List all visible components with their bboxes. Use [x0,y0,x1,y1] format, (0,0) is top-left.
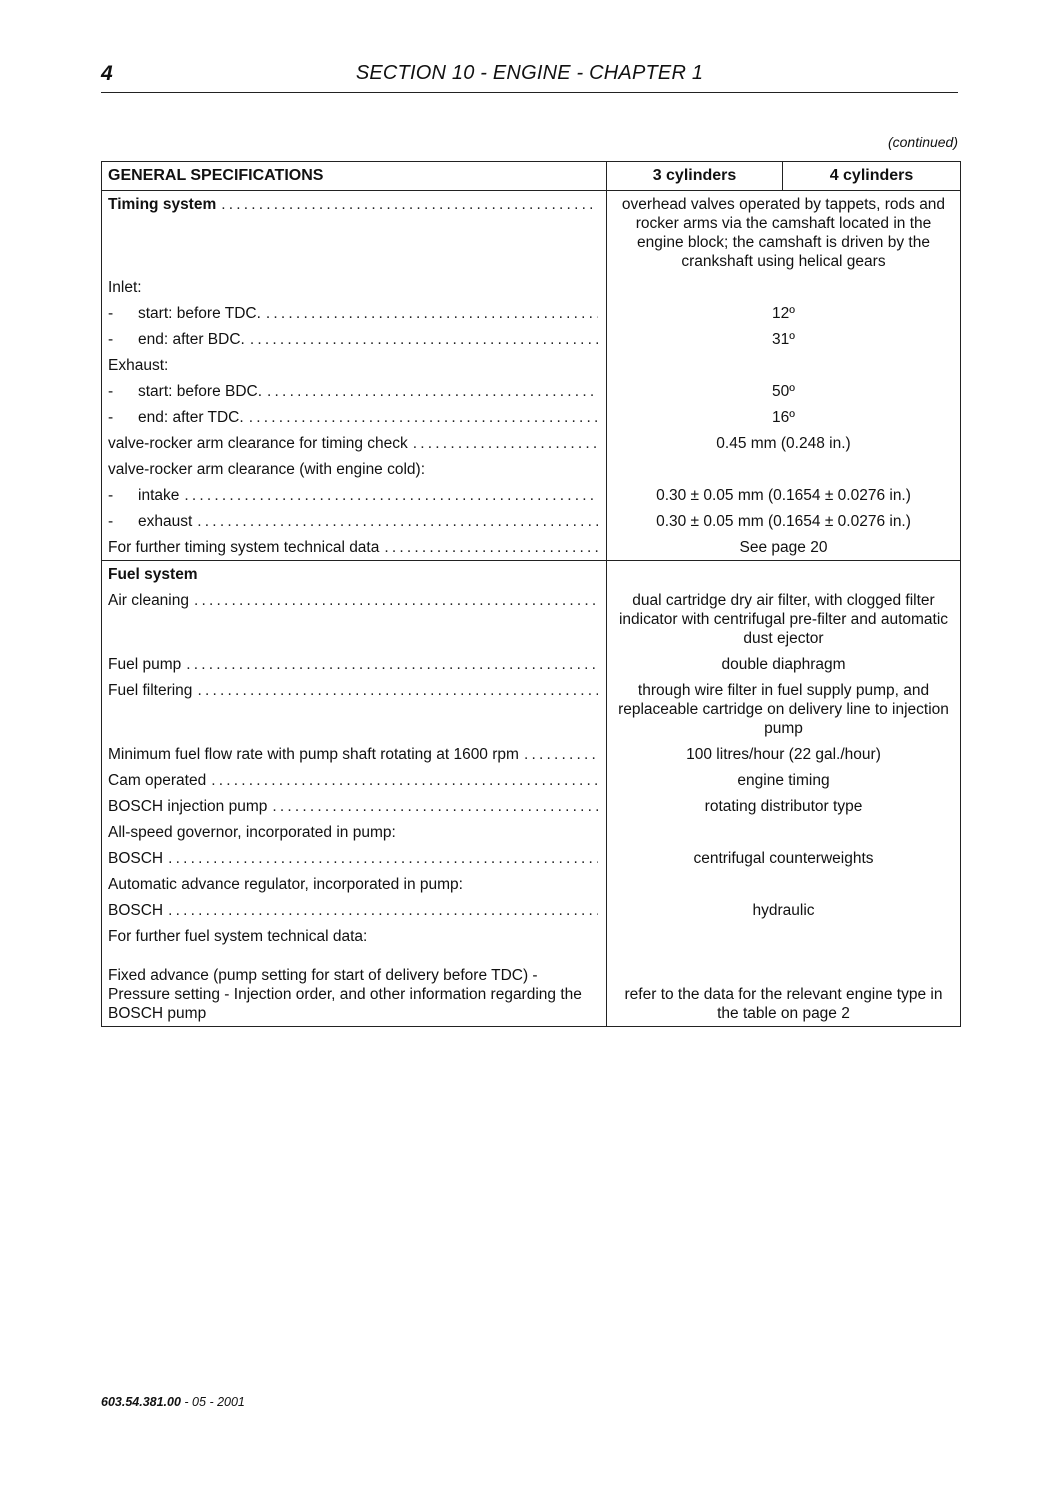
fuel-system-title: Fuel system [108,566,198,583]
leader-dots [249,408,598,427]
table-row [102,651,961,677]
fuel-flow-label: Minimum fuel flow rate with pump shaft rotating at 1600 rpm [108,746,519,763]
leader-dots [197,681,598,700]
leader-dots [413,434,598,453]
table-row [102,561,961,588]
clearance-check-label: valve-rocker arm clearance for timing check [108,435,408,452]
governor-label: All-speed governor, incorporated in pump: [108,824,396,841]
fuel-pump-value: double diaphragm [607,651,961,677]
cam-operated-value: engine timing [607,767,961,793]
header-3-cylinders: 3 cylinders [607,162,783,191]
exhaust-clearance-label: exhaust [138,513,193,530]
leader-dots [524,745,598,764]
table-row [102,677,961,741]
header-4-cylinders: 4 cylinders [783,162,961,191]
document-code: 603.54.381.00 [101,1395,181,1409]
fuel-filtering-label: Fuel filtering [108,682,193,699]
exhaust-start-value: 50º [607,378,961,404]
exhaust-clearance-value: 0.30 ± 0.05 mm (0.1654 ± 0.0276 in.) [607,508,961,534]
header-general-specifications: GENERAL SPECIFICATIONS [102,162,607,191]
table-row [102,456,961,482]
leader-dots [250,330,598,349]
table-row [102,767,961,793]
clearance-check-value: 0.45 mm (0.248 in.) [607,430,961,456]
table-row [102,897,961,923]
governor-bosch-value: centrifugal counterweights [607,845,961,871]
advance-bosch-value: hydraulic [607,897,961,923]
fuel-filtering-value: through wire filter in fuel supply pump, and replaceable cartridge on delivery line to injection pump [618,682,949,737]
table-row [102,819,961,845]
table-row [102,587,961,651]
advance-bosch-label: BOSCH [108,902,164,919]
leader-dots [168,901,598,920]
fuel-flow-value: 100 litres/hour (22 gal./hour) [607,741,961,767]
inlet-label: Inlet: [108,279,142,296]
page-footer [101,1395,245,1409]
leader-dots [186,655,598,674]
leader-dots [197,512,598,531]
exhaust-end-label: end: after TDC. [138,409,244,426]
air-cleaning-value: dual cartridge dry air filter, with clogged filter indicator with centrifugal pre-filter and automatic dust ejector [618,592,949,647]
inlet-end-label: end: after BDC. [138,331,245,348]
leader-dots [184,486,598,505]
exhaust-end-value: 16º [607,404,961,430]
table-row [102,352,961,378]
fuel-further-label: For further fuel system technical data: [108,928,368,945]
governor-bosch-label: BOSCH [108,850,164,867]
table-row: - start: before BDC. ..... 50º [102,378,961,404]
clearance-cold-label: valve-rocker arm clearance (with engine cold): [108,461,426,478]
table-row [102,534,961,561]
timing-further-label: For further timing system technical data [108,539,380,556]
timing-system-title: Timing system [108,196,217,213]
page-number: 4 [101,62,113,85]
leader-dots [194,591,598,610]
air-cleaning-label: Air cleaning [108,592,189,609]
timing-system-description: overhead valves operated by tappets, rods and rocker arms via the camshaft located in the engine block; the camshaft is driven by the crankshaft using helical gears [621,196,946,270]
inlet-start-value: 12º [607,300,961,326]
table-row [102,845,961,871]
intake-label: intake [138,487,180,504]
leader-dots [384,538,598,557]
table-row: - intake ..... 0.30 ± 0.05 mm (0.1654 ± 0.0276 in.) [102,482,961,508]
inlet-start-label: start: before TDC. [138,305,261,322]
bosch-injection-pump-label: BOSCH injection pump [108,798,268,815]
table-row: - exhaust ..... 0.30 ± 0.05 mm (0.1654 ± 0.0276 in.) [102,508,961,534]
table-row: - end: after TDC. ..... 16º [102,404,961,430]
advance-regulator-label: Automatic advance regulator, incorporated in pump: [108,876,463,893]
cam-operated-label: Cam operated [108,772,207,789]
fixed-advance-label: Fixed advance (pump setting for start of delivery before TDC) - Pressure setting - Injection order, and other information regarding the BOSCH pump [108,967,582,1022]
fixed-advance-value: refer to the data for the relevant engine type in the table on page 2 [624,986,943,1022]
table-header-row [102,162,961,191]
general-specifications-table [101,161,961,1027]
table-row [102,274,961,300]
table-row [102,793,961,819]
continued-note: (continued) [887,134,958,150]
leader-dots [211,771,598,790]
page-header [101,58,958,93]
exhaust-label: Exhaust: [108,357,169,374]
inlet-end-value: 31º [607,326,961,352]
table-row [102,923,961,949]
leader-dots [266,304,598,323]
table-row [102,871,961,897]
leader-dots [221,195,598,214]
document-date: - 05 - 2001 [180,1395,245,1409]
table-row [102,741,961,767]
timing-further-value: See page 20 [607,534,961,561]
table-row [102,430,961,456]
table-row: - end: after BDC. ..... 31º [102,326,961,352]
section-title: SECTION 10 - ENGINE - CHAPTER 1 [355,62,704,84]
fuel-pump-label: Fuel pump [108,656,182,673]
leader-dots [267,382,598,401]
leader-dots [272,797,598,816]
exhaust-start-label: start: before BDC. [138,383,263,400]
table-row: - start: before TDC. ..... 12º [102,300,961,326]
table-row [102,191,961,275]
table-row [102,949,961,1027]
bosch-injection-pump-value: rotating distributor type [607,793,961,819]
intake-value: 0.30 ± 0.05 mm (0.1654 ± 0.0276 in.) [607,482,961,508]
leader-dots [168,849,598,868]
